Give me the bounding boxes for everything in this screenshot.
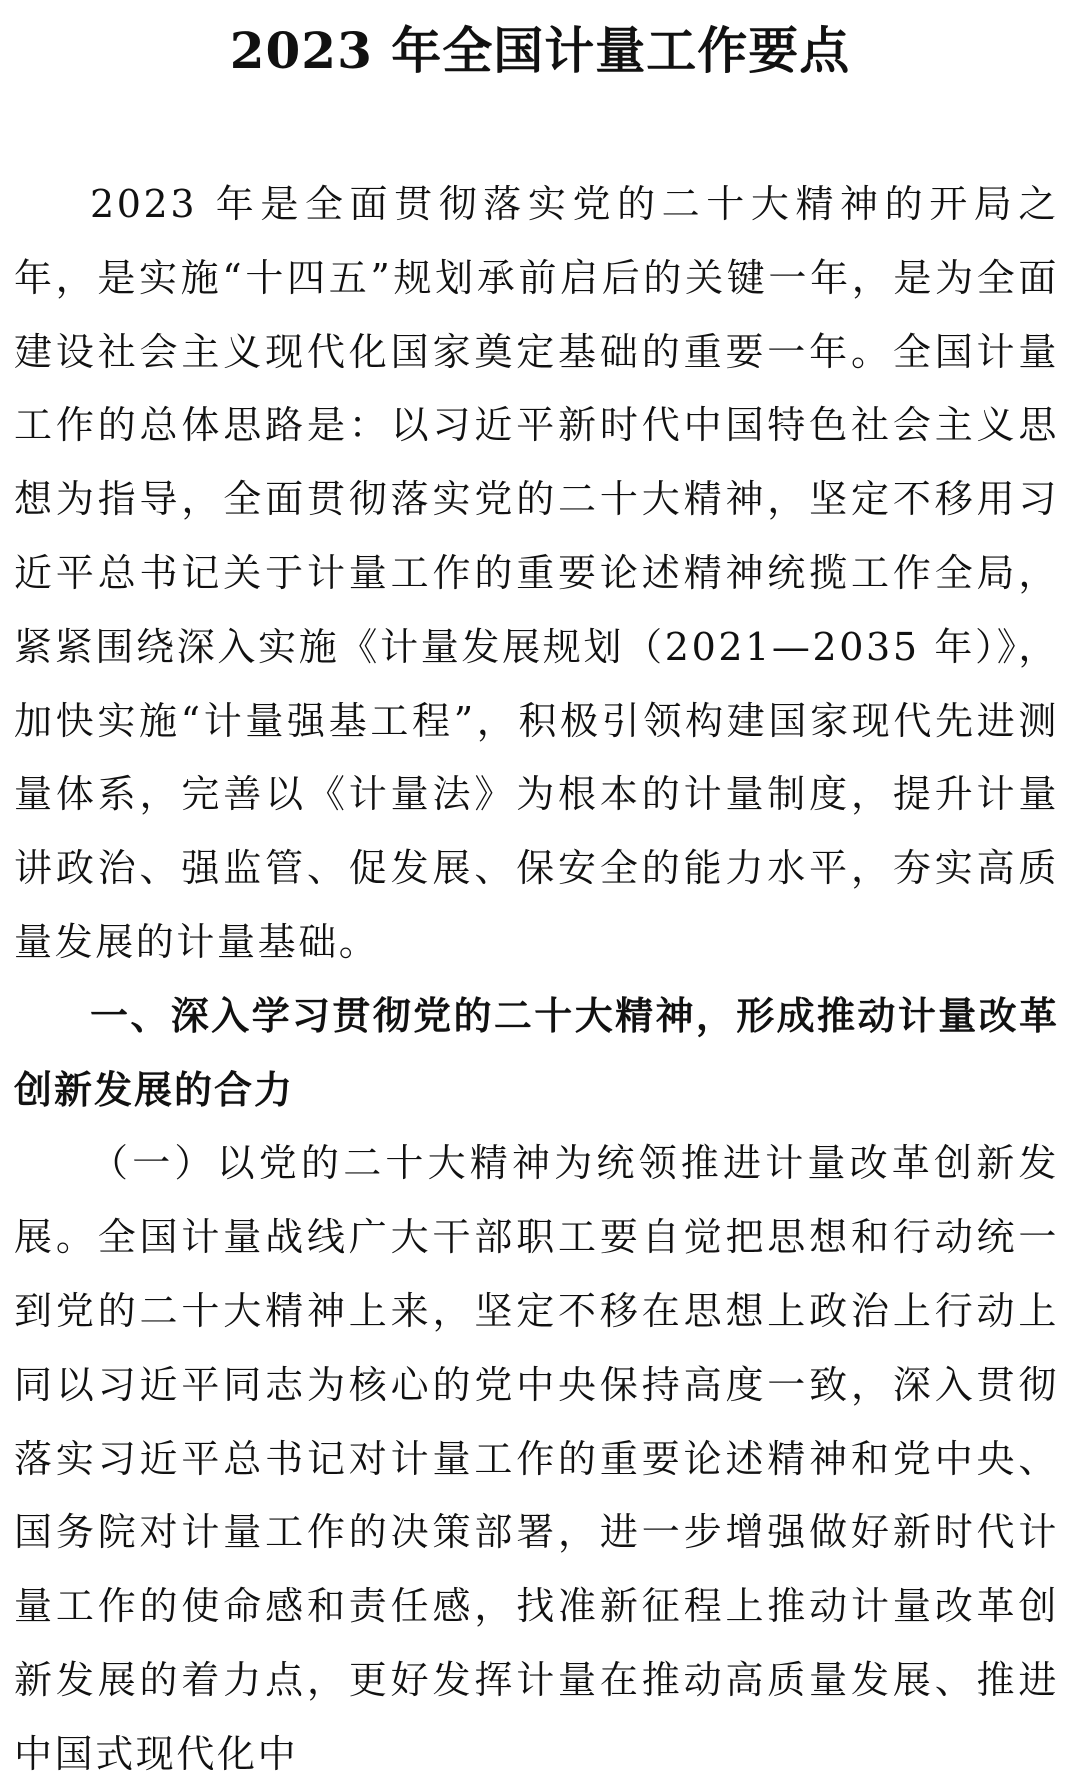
document-title: 2023 年全国计量工作要点: [229, 21, 851, 80]
intro-paragraph: 2023 年是全面贯彻落实党的二十大精神的开局之年，是实施“十四五”规划承前启后的关键一年，是为全面建设社会主义现代化国家奠定基础的重要一年。全国计量工作的总体思路是：以习近平新时代中国特色社会主义思想为指导，全面贯彻落实党的二十大精神，坚定不移用习近平总书记关于计量工作的重要论述精神统揽工作全局，紧紧围绕深入实施《计量发展规划（2021—2035 年）》，加快实施“计量强基工程”，积极引领构建国家现代先进测量体系，完善以《计量法》为根本的计量制度，提升计量讲政治、强监管、促发展、保安全的能力水平，夯实高质量发展的计量基础。: [14, 182, 1059, 964]
section-heading: 一、深入学习贯彻党的二十大精神，形成推动计量改革创新发展的合力: [14, 993, 1059, 1112]
section-paragraph: （一）以党的二十大精神为统领推进计量改革创新发展。全国计量战线广大干部职工要自觉把思想和行动统一到党的二十大精神上来，坚定不移在思想上政治上行动上同以习近平同志为核心的党中央保持高度一致，深入贯彻落实习近平总书记对计量工作的重要论述精神和党中央、国务院对计量工作的决策部署，进一步增强做好新时代计量工作的使命感和责任感，找准新征程上推动计量改革创新发展的着力点，更好发挥计量在推动高质量发展、推进中国式现代化中: [14, 1141, 1059, 1776]
document-body: [14, 168, 1059, 1792]
